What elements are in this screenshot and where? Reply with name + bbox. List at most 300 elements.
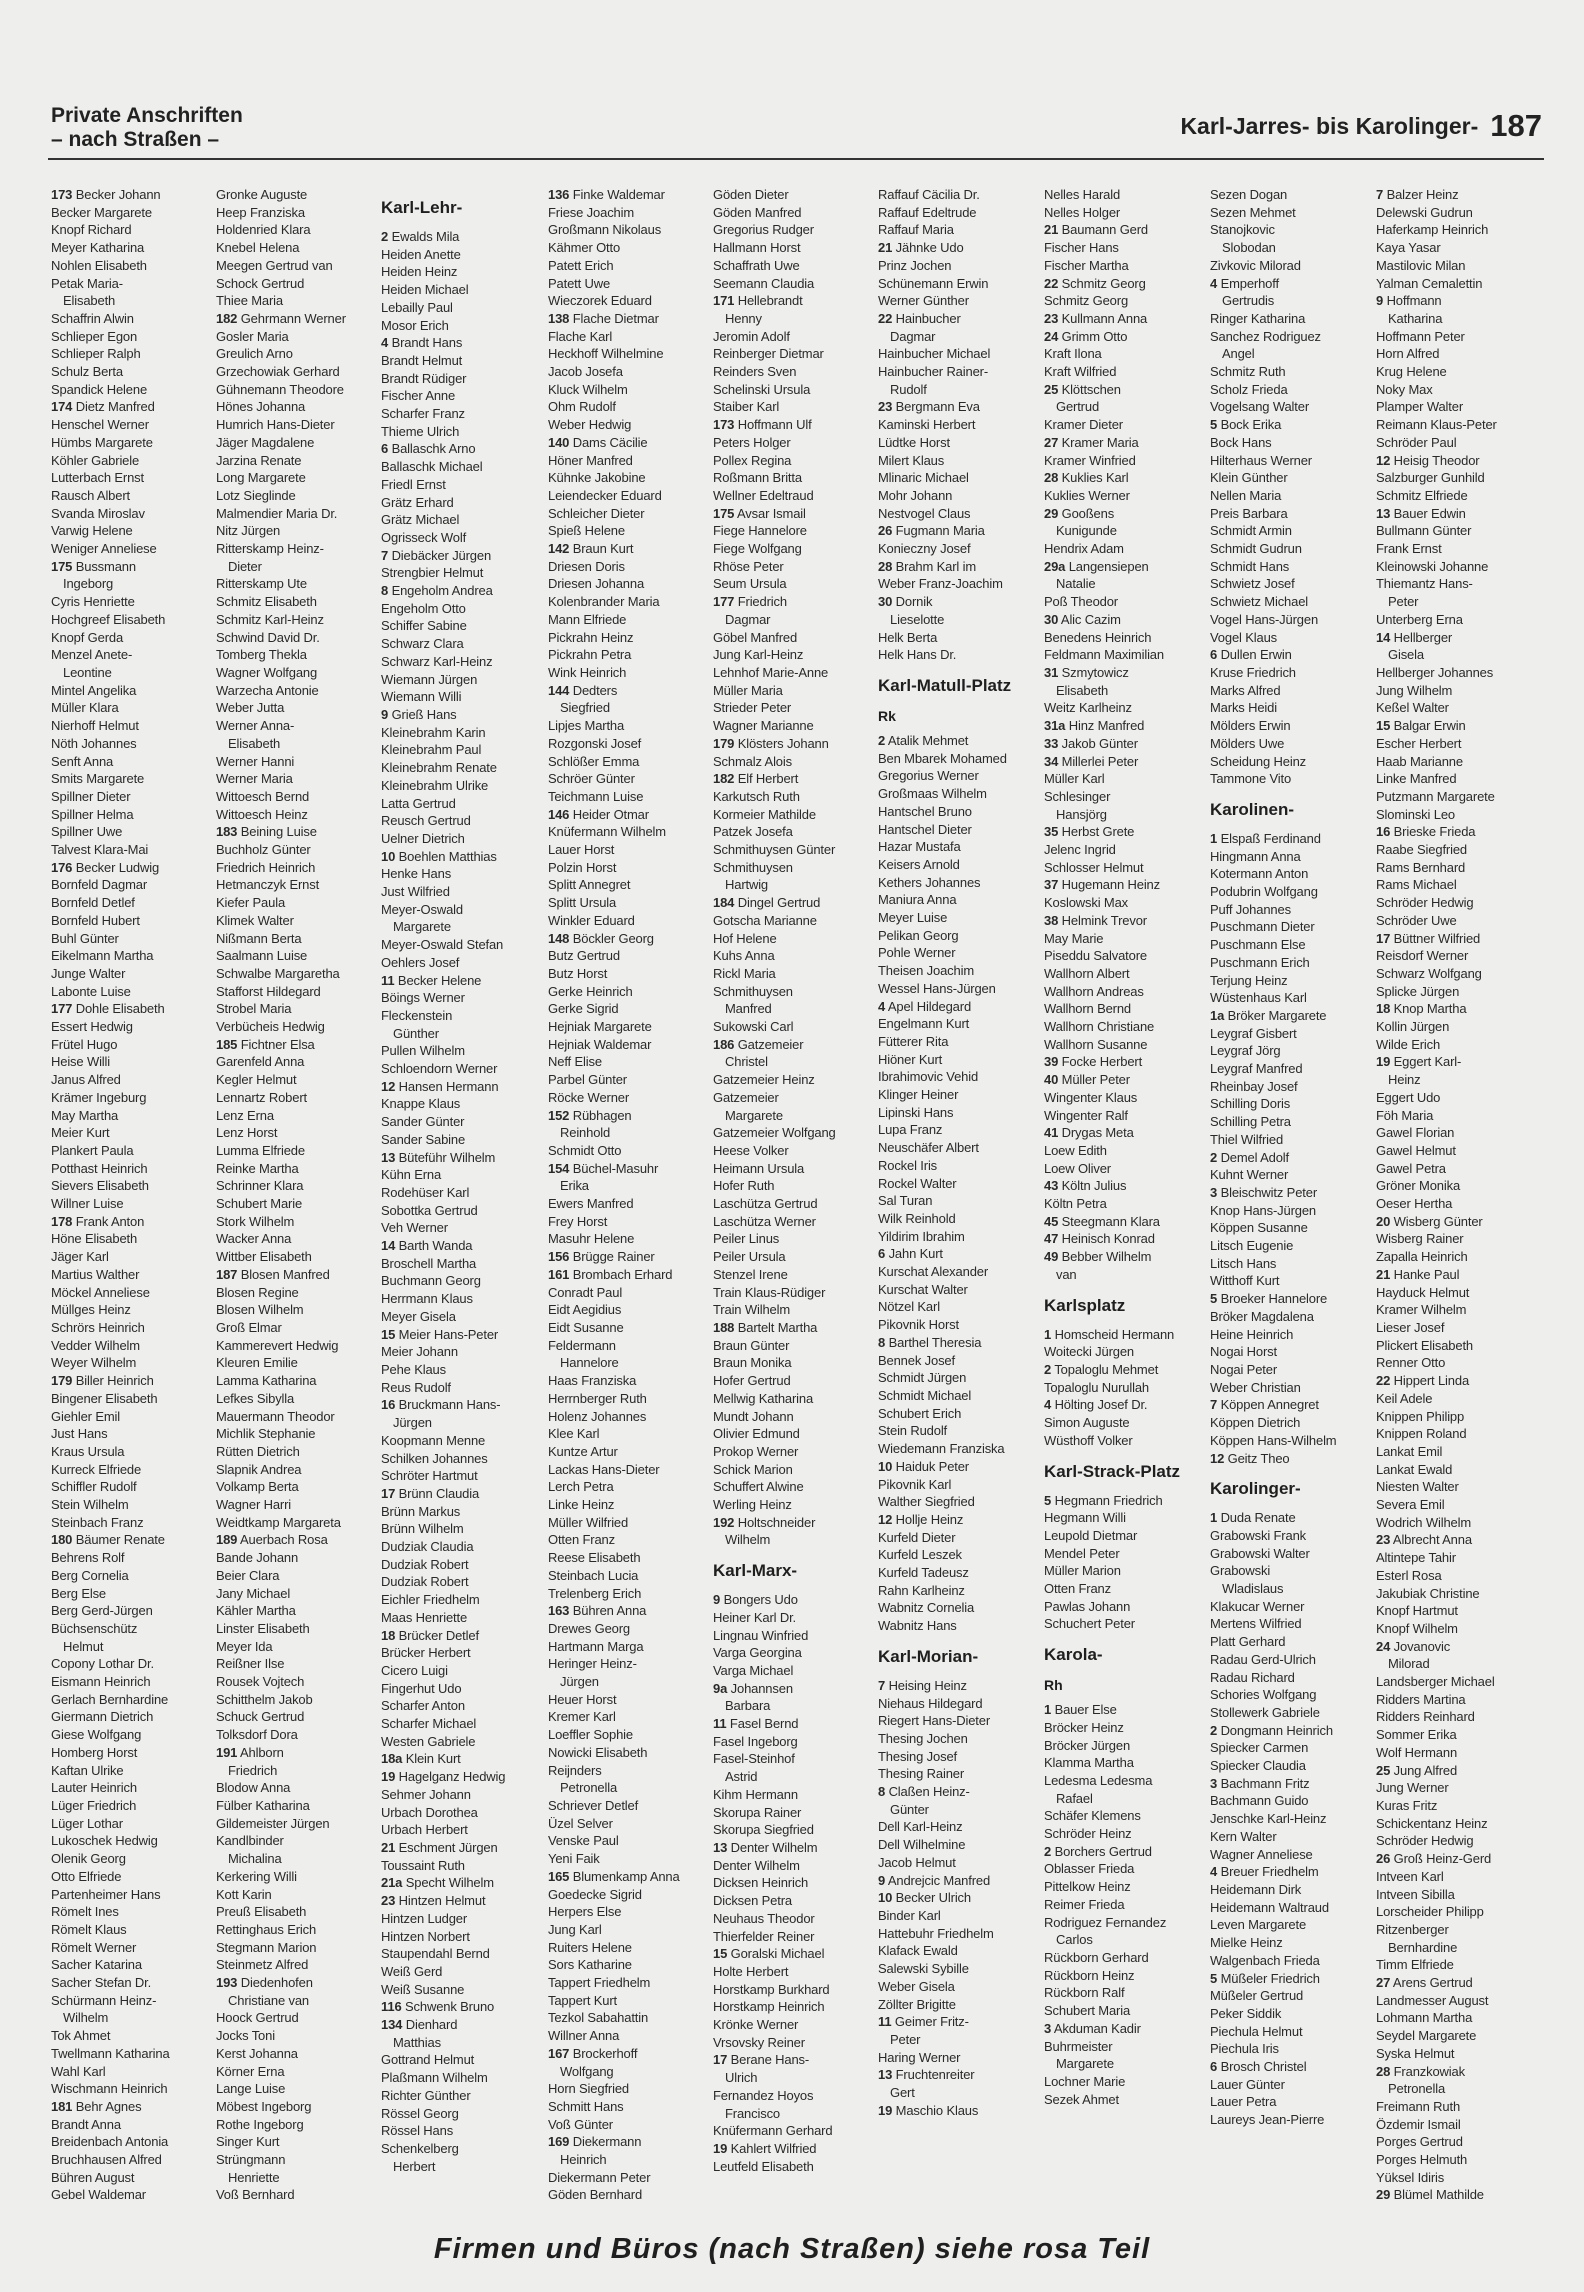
resident-listing <box>1044 186 1204 204</box>
resident-name: Gühnemann Theodore <box>216 381 344 397</box>
resident-name: Menzel Anete- <box>51 647 133 663</box>
resident-listing <box>216 1585 376 1603</box>
resident-listing <box>216 1053 376 1071</box>
resident-listing <box>878 398 1038 416</box>
resident-name: Peker Siddik <box>1210 2005 1282 2021</box>
resident-name: Eikelmann Martha <box>51 948 154 964</box>
house-number: 30 <box>1044 611 1059 627</box>
resident-listing <box>1376 345 1536 363</box>
resident-listing <box>1210 221 1370 239</box>
resident-name: Ridders Reinhard <box>1376 1709 1475 1725</box>
resident-name: Schubert Marie <box>216 1196 303 1212</box>
resident-listing <box>216 257 376 275</box>
resident-listing <box>1376 398 1536 416</box>
resident-name: Schickentanz Heinz <box>1376 1815 1488 1831</box>
resident-name: Hoock Gertrud <box>216 2010 299 2026</box>
resident-listing <box>1044 930 1204 948</box>
resident-listing <box>1376 1478 1536 1496</box>
resident-listing <box>1376 328 1536 346</box>
resident-listing <box>878 821 1038 839</box>
house-number: 10 <box>381 848 396 864</box>
resident-listing <box>713 682 873 700</box>
resident-name: Wolf Hermann <box>1376 1744 1458 1760</box>
resident-listing <box>878 1783 1038 1801</box>
resident-listing <box>1210 452 1370 470</box>
resident-name: Wallhorn Andreas <box>1044 983 1144 999</box>
resident-name: Jenschke Karl-Heinz <box>1210 1811 1327 1827</box>
resident-name: Bühren Anna <box>572 1603 647 1619</box>
resident-name: Linster Elisabeth <box>216 1620 310 1636</box>
resident-listing <box>713 664 873 682</box>
resident-name: Porges Gertrud <box>1376 2134 1463 2150</box>
listing-continuation: Hansjörg <box>1056 806 1107 822</box>
resident-listing <box>548 947 708 965</box>
resident-name: Engelmann Kurt <box>878 1016 970 1032</box>
resident-name: Wüstenhaus Karl <box>1210 990 1307 1006</box>
resident-name: Friese Joachim <box>548 204 635 220</box>
resident-listing <box>216 1142 376 1160</box>
resident-name: Hattebuhr Friedhelm <box>878 1925 994 1941</box>
listing-continuation: Rafael <box>1056 1790 1093 1806</box>
resident-name: Böckler Georg <box>572 930 654 946</box>
resident-listing <box>381 865 541 883</box>
resident-listing <box>878 1121 1038 1139</box>
resident-listing <box>1376 1230 1536 1248</box>
resident-name: Peters Holger <box>713 434 791 450</box>
resident-listing <box>1044 1432 1204 1450</box>
house-number: 15 <box>713 1946 728 1962</box>
resident-name: Bergmann Eva <box>895 399 980 415</box>
house-number: 179 <box>713 735 735 751</box>
resident-listing <box>1376 806 1536 824</box>
resident-name: Kleuren Emilie <box>216 1355 298 1371</box>
resident-listing <box>1376 522 1536 540</box>
resident-name: Eidt Aegidius <box>548 1302 622 1318</box>
resident-listing <box>381 228 541 246</box>
resident-name: Schröter Hartmut <box>381 1468 478 1484</box>
resident-name: Patett Uwe <box>548 275 611 291</box>
resident-listing <box>1044 894 1204 912</box>
house-number: 1 <box>1044 1702 1052 1718</box>
resident-listing <box>1376 1531 1536 1549</box>
resident-listing <box>878 1730 1038 1748</box>
listing-continuation: Gisela <box>1388 647 1424 663</box>
resident-name: Riegert Hans-Dieter <box>878 1713 991 1729</box>
resident-listing <box>1376 611 1536 629</box>
resident-name: Nellen Maria <box>1210 487 1282 503</box>
resident-name: Tammone Vito <box>1210 771 1292 787</box>
resident-name: Schmidt Otto <box>548 1142 622 1158</box>
house-number: 3 <box>1210 1775 1218 1791</box>
resident-listing <box>216 1531 376 1549</box>
resident-listing <box>1210 2076 1370 2094</box>
resident-listing <box>548 1832 708 1850</box>
resident-listing <box>713 983 873 1001</box>
resident-listing <box>878 1458 1038 1476</box>
resident-name: Neuschäfer Albert <box>878 1140 979 1156</box>
resident-listing <box>1376 983 1536 1001</box>
house-number: 16 <box>381 1397 396 1413</box>
resident-listing <box>1044 788 1204 806</box>
resident-name: Rettinghaus Erich <box>216 1921 317 1937</box>
resident-listing <box>548 753 708 771</box>
resident-name: Benedens Heinrich <box>1044 629 1152 645</box>
resident-listing <box>1044 1036 1204 1054</box>
resident-listing <box>548 1000 708 1018</box>
resident-listing <box>713 1408 873 1426</box>
resident-listing <box>1044 1396 1204 1414</box>
resident-name: Talvest Klara-Mai <box>51 842 149 858</box>
resident-name: Dudziak Robert <box>381 1556 469 1572</box>
house-number: 6 <box>381 441 389 457</box>
house-number: 24 <box>1044 328 1059 344</box>
resident-listing <box>1376 1053 1536 1071</box>
resident-listing <box>1210 848 1370 866</box>
resident-name: Altintepe Tahir <box>1376 1550 1456 1566</box>
resident-name: Becker Ulrich <box>895 1890 971 1906</box>
resident-name: Maniura Anna <box>878 892 957 908</box>
resident-name: Fasel Ingeborg <box>713 1733 798 1749</box>
resident-name: Rockel Iris <box>878 1157 938 1173</box>
resident-listing <box>1044 1860 1204 1878</box>
resident-listing <box>878 980 1038 998</box>
resident-name: Vogelsang Walter <box>1210 399 1310 415</box>
resident-name: Plankert Paula <box>51 1142 134 1158</box>
resident-listing <box>1210 1792 1370 1810</box>
resident-name: Wiedemann Franziska <box>878 1441 1005 1457</box>
resident-name: Dams Cäcilie <box>572 434 648 450</box>
resident-name: Spillner Uwe <box>51 824 123 840</box>
resident-listing <box>51 1992 211 2010</box>
resident-name: Berg Cornelia <box>51 1567 129 1583</box>
resident-name: Puff Johannes <box>1210 901 1291 917</box>
resident-listing <box>1044 1914 1204 1932</box>
resident-listing <box>548 1036 708 1054</box>
resident-name: Bullmann Günter <box>1376 523 1472 539</box>
resident-name: Dicksen Petra <box>713 1893 792 1909</box>
listing-continuation: Peter <box>1388 594 1419 610</box>
resident-listing <box>878 540 1038 558</box>
resident-listing <box>713 186 873 204</box>
resident-name: Heep Franziska <box>216 204 305 220</box>
resident-listing <box>216 1107 376 1125</box>
resident-listing <box>1376 257 1536 275</box>
resident-name: Steegmann Klara <box>1061 1213 1160 1229</box>
resident-listing <box>1044 1071 1204 1089</box>
house-number: 173 <box>51 187 73 202</box>
resident-listing <box>1210 1916 1370 1934</box>
resident-listing <box>1376 1974 1536 1992</box>
resident-name: Wabnitz Hans <box>878 1618 957 1634</box>
resident-name: Kotermann Anton <box>1210 866 1309 882</box>
resident-name: Lefkes Sibylla <box>216 1390 295 1406</box>
resident-listing <box>216 1230 376 1248</box>
resident-listing <box>381 1627 541 1645</box>
resident-name: Diekermann Peter <box>548 2169 651 2185</box>
resident-listing <box>548 1567 708 1585</box>
resident-listing <box>216 1496 376 1514</box>
resident-listing <box>878 558 1038 576</box>
resident-listing <box>713 434 873 452</box>
resident-name: Jacob Josefa <box>548 364 623 380</box>
resident-name: Schock Gertrud <box>216 275 305 291</box>
resident-name: Plamper Walter <box>1376 399 1463 415</box>
resident-listing <box>713 823 873 841</box>
resident-name: Voß Bernhard <box>216 2187 295 2203</box>
house-number: 2 <box>1210 1149 1218 1165</box>
resident-name: Grabowski Walter <box>1210 1545 1310 1561</box>
resident-listing <box>1044 1018 1204 1036</box>
resident-listing <box>381 494 541 512</box>
house-number: 5 <box>1044 1492 1052 1508</box>
resident-listing <box>878 998 1038 1016</box>
resident-listing <box>381 1821 541 1839</box>
resident-name: Klinger Heiner <box>878 1087 959 1103</box>
resident-listing <box>713 1998 873 2016</box>
resident-listing <box>878 1352 1038 1370</box>
resident-name: Greulich Arno <box>216 346 293 362</box>
resident-listing <box>548 239 708 257</box>
resident-listing <box>1044 487 1204 505</box>
resident-listing <box>1376 947 1536 965</box>
resident-listing <box>1044 1053 1204 1071</box>
resident-listing <box>548 1549 708 1567</box>
resident-listing <box>548 1478 708 1496</box>
house-number: 152 <box>548 1107 570 1123</box>
house-number: 21 <box>381 1839 396 1855</box>
resident-name: Schaffrath Uwe <box>713 257 800 273</box>
resident-name: Wisberg Günter <box>1393 1213 1483 1229</box>
house-number: 20 <box>1376 1213 1391 1229</box>
resident-name: Fernandez Hoyos <box>713 2087 814 2103</box>
resident-listing <box>1210 1562 1370 1580</box>
resident-name: Lüger Friedrich <box>51 1797 137 1813</box>
listing-continuation: Ingeborg <box>63 576 114 592</box>
resident-listing <box>1376 434 1536 452</box>
listing-continuation: Elisabeth <box>63 293 116 309</box>
resident-listing <box>216 1602 376 1620</box>
resident-name: Schmidt Jürgen <box>878 1370 967 1386</box>
resident-name: Dohle Elisabeth <box>75 1001 165 1017</box>
resident-listing <box>548 452 708 470</box>
resident-name: Fugmann Maria <box>895 523 985 539</box>
page-header-left <box>51 104 243 152</box>
resident-name: Alic Cazim <box>1060 611 1121 627</box>
listing-continuation: Henny <box>725 310 762 326</box>
resident-name: Lamma Katharina <box>216 1373 317 1389</box>
resident-name: Müller Klara <box>51 700 119 716</box>
resident-listing <box>1376 1921 1536 1939</box>
listing-continuation: Gert <box>890 2085 915 2101</box>
resident-listing <box>1210 1219 1370 1237</box>
resident-name: Intveen Sibilla <box>1376 1886 1455 1902</box>
resident-name: Helmink Trevor <box>1061 912 1147 928</box>
resident-name: Berg Else <box>51 1585 107 1601</box>
resident-name: Möckel Anneliese <box>51 1284 150 1300</box>
resident-name: Gawel Helmut <box>1376 1142 1456 1158</box>
resident-name: Pehe Klaus <box>381 1362 446 1377</box>
resident-name: Rausch Albert <box>51 487 130 503</box>
resident-listing <box>381 334 541 352</box>
resident-name: Raabe Siegfried <box>1376 842 1467 858</box>
resident-listing <box>216 1797 376 1815</box>
resident-name: Gregorius Rudger <box>713 222 814 238</box>
resident-listing <box>1044 699 1204 717</box>
resident-name: Wittoesch Bernd <box>216 788 310 804</box>
resident-name: Varga Georgina <box>713 1645 802 1661</box>
resident-name: Wallhorn Susanne <box>1044 1036 1148 1052</box>
resident-listing <box>878 767 1038 785</box>
resident-listing <box>381 741 541 759</box>
resident-name: Rütten Dietrich <box>216 1443 300 1459</box>
resident-listing <box>1210 699 1370 717</box>
resident-listing <box>381 2140 541 2158</box>
resident-listing <box>1210 1450 1370 1468</box>
resident-name: Stanojkovic <box>1210 222 1275 238</box>
resident-listing <box>1210 2040 1370 2058</box>
resident-listing <box>381 1591 541 1609</box>
resident-name: Thesing Josef <box>878 1748 957 1764</box>
resident-listing <box>381 1733 541 1751</box>
resident-listing <box>878 856 1038 874</box>
resident-listing <box>713 1337 873 1355</box>
resident-name: Ballaschk Arno <box>391 441 476 457</box>
resident-name: Rockel Walter <box>878 1175 957 1191</box>
resident-listing <box>878 469 1038 487</box>
house-number: 23 <box>1376 1532 1391 1548</box>
resident-name: Engeholm Andrea <box>391 583 493 599</box>
house-number: 12 <box>878 1511 893 1527</box>
resident-listing <box>1210 1722 1370 1740</box>
resident-listing <box>878 1564 1038 1582</box>
resident-name: Kühnke Jakobine <box>548 470 646 486</box>
resident-listing <box>1376 1602 1536 1620</box>
resident-listing <box>1376 1018 1536 1036</box>
resident-listing <box>878 593 1038 611</box>
resident-listing <box>548 1797 708 1815</box>
resident-name: Knopf Gerda <box>51 629 124 645</box>
resident-name: Yüksel Idiris <box>1376 2169 1445 2185</box>
resident-listing <box>1376 1107 1536 1125</box>
resident-listing <box>1376 186 1536 204</box>
resident-name: Sobottka Gertrud <box>381 1202 478 1218</box>
resident-name: Fischer Anne <box>381 388 456 404</box>
resident-name: Schuffert Alwine <box>713 1479 804 1495</box>
resident-name: Krämer Ingeburg <box>51 1089 147 1105</box>
resident-name: Heimann Ursula <box>713 1160 805 1176</box>
resident-name: Lennartz Robert <box>216 1089 307 1105</box>
resident-name: Herpers Else <box>548 1904 622 1920</box>
resident-listing <box>1210 1952 1370 1970</box>
resident-listing <box>713 204 873 222</box>
resident-listing <box>878 1210 1038 1228</box>
house-number: 10 <box>878 1890 893 1906</box>
resident-name: Olivier Edmund <box>713 1426 800 1442</box>
resident-listing <box>216 593 376 611</box>
resident-name: Polzin Horst <box>548 859 617 875</box>
listing-continuation: Carlos <box>1056 1932 1093 1948</box>
resident-name: Varga Michael <box>713 1662 794 1678</box>
resident-listing <box>548 859 708 877</box>
resident-listing <box>713 1680 873 1698</box>
resident-name: Scharfer Michael <box>381 1716 477 1732</box>
resident-listing <box>1376 1337 1536 1355</box>
resident-name: Heiner Karl Dr. <box>713 1609 796 1625</box>
house-number: 6 <box>878 1246 886 1262</box>
resident-name: Baumann Gerd <box>1061 222 1149 238</box>
resident-listing <box>1210 989 1370 1007</box>
house-number: 25 <box>1376 1762 1391 1778</box>
house-number: 156 <box>548 1249 570 1265</box>
resident-listing <box>878 2066 1038 2084</box>
resident-listing <box>381 1750 541 1768</box>
resident-name: Höner Manfred <box>548 452 633 468</box>
resident-name: Jelenc Ingrid <box>1044 842 1116 858</box>
resident-name: Lumma Elfriede <box>216 1142 305 1158</box>
house-number: 171 <box>713 293 735 309</box>
resident-listing <box>216 452 376 470</box>
resident-name: Piechula Helmut <box>1210 2023 1303 2039</box>
resident-name: Knippen Roland <box>1376 1426 1467 1442</box>
house-number: 177 <box>51 1001 73 1017</box>
resident-name: Meyer Katharina <box>51 240 145 256</box>
house-number: 18 <box>1376 1001 1391 1017</box>
resident-listing <box>1210 1828 1370 1846</box>
resident-name: Atalik Mehmet <box>887 732 969 748</box>
resident-listing <box>548 434 708 452</box>
resident-name: Gatzemeier <box>737 1036 804 1052</box>
resident-listing <box>381 1662 541 1680</box>
resident-listing <box>1044 611 1204 629</box>
resident-name: Elspaß Ferdinand <box>1220 830 1321 846</box>
house-number: 183 <box>216 824 238 840</box>
resident-listing <box>1210 186 1370 204</box>
resident-listing <box>1376 1408 1536 1426</box>
resident-listing <box>1376 1638 1536 1656</box>
resident-listing <box>216 1514 376 1532</box>
resident-name: Fasel-Steinhof <box>713 1751 795 1767</box>
resident-listing <box>548 505 708 523</box>
resident-listing <box>548 876 708 894</box>
resident-listing <box>1044 292 1204 310</box>
resident-listing <box>548 1620 708 1638</box>
resident-listing <box>381 706 541 724</box>
resident-name: Wagner Marianne <box>713 718 814 734</box>
resident-listing <box>381 2087 541 2105</box>
resident-name: Raffauf Maria <box>878 222 954 238</box>
resident-listing <box>1044 947 1204 965</box>
resident-listing <box>216 1886 376 1904</box>
resident-listing <box>381 1219 541 1237</box>
resident-listing <box>51 522 211 540</box>
resident-listing <box>878 1818 1038 1836</box>
resident-name: Müller Karl <box>1044 771 1105 787</box>
resident-name: Heinisch Konrad <box>1061 1231 1155 1247</box>
house-number: 29a <box>1044 558 1066 574</box>
resident-listing <box>216 1425 376 1443</box>
resident-name: Holenz Johannes <box>548 1408 647 1424</box>
resident-name: Meyer Gisela <box>381 1308 456 1324</box>
resident-name: Piseddu Salvatore <box>1044 948 1147 964</box>
resident-listing <box>1376 239 1536 257</box>
resident-name: Lankat Emil <box>1376 1443 1443 1459</box>
house-number: 21 <box>878 240 893 256</box>
resident-listing <box>713 1142 873 1160</box>
resident-name: Brandt Anna <box>51 2116 121 2132</box>
resident-name: Schenkelberg <box>381 2140 459 2156</box>
resident-listing <box>713 629 873 647</box>
resident-listing <box>51 1850 211 1868</box>
